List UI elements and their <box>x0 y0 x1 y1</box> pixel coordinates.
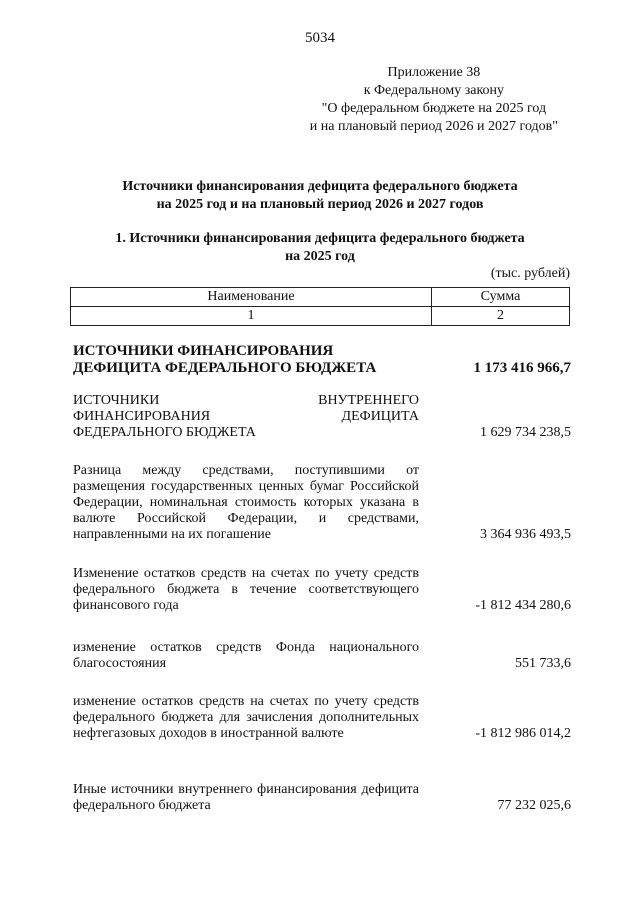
table-row <box>73 782 571 814</box>
row-label-line: ИСТОЧНИКИ ФИНАНСИРОВАНИЯ <box>73 343 334 359</box>
header-amount: Сумма <box>432 288 570 307</box>
appendix-line-3: "О федеральном бюджете на 2025 год <box>321 101 547 116</box>
column-number-2: 2 <box>432 307 570 326</box>
header-name: Наименование <box>71 288 432 307</box>
row-label-line: ФЕДЕРАЛЬНОГО БЮДЖЕТА <box>73 425 256 440</box>
row-label: Разница между средствами, поступившими от размещения государственных ценных бумаг Российской Федерации, номинальная стоимость которых указана в валюте Российской Федерации, и средствами, направленными на их погашение <box>73 463 419 542</box>
row-label: изменение остатков средств на счетах по учету средств федерального бюджета для зачисления дополнительных нефтегазовых доходов в иностранной валюте <box>73 694 419 741</box>
row-amount: -1 812 434 280,6 <box>475 598 571 613</box>
row-label <box>73 393 419 441</box>
row-amount: 1 173 416 966,7 <box>473 360 571 376</box>
row-amount: 1 629 734 238,5 <box>480 425 571 440</box>
row-label <box>73 343 433 377</box>
document-title-line-2: на 2025 год и на плановый период 2026 и 2027 годов <box>156 197 484 212</box>
row-amount: 77 232 025,6 <box>497 798 571 813</box>
table-row <box>73 393 571 441</box>
table-row <box>73 566 571 614</box>
section-title-line-2: на 2025 год <box>285 249 355 264</box>
table-header <box>70 287 570 326</box>
document-title <box>60 178 580 214</box>
row-label: Изменение остатков средств на счетах по учету средств федерального бюджета в течение соответствующего финансового года <box>73 566 419 613</box>
row-label-line: ФИНАНСИРОВАНИЯ ДЕФИЦИТА <box>73 409 419 424</box>
row-amount: 3 364 936 493,5 <box>480 527 571 542</box>
section-title-line-1: 1. Источники финансирования дефицита федерального бюджета <box>115 231 525 246</box>
appendix-line-1: Приложение 38 <box>387 65 481 80</box>
row-amount: 551 733,6 <box>515 656 571 671</box>
units-note: (тыс. рублей) <box>490 266 570 281</box>
row-label: Иные источники внутреннего финансирования дефицита федерального бюджета <box>73 782 419 813</box>
appendix-line-4: и на плановый период 2026 и 2027 годов" <box>309 119 558 134</box>
page-number: 5034 <box>305 30 335 46</box>
row-amount: -1 812 986 014,2 <box>475 726 571 741</box>
row-label: изменение остатков средств Фонда национального благосостояния <box>73 640 419 671</box>
section-title <box>60 230 580 266</box>
header-row <box>71 288 570 307</box>
document-title-line-1: Источники финансирования дефицита федерального бюджета <box>122 179 518 194</box>
table-row <box>73 463 571 543</box>
table-row <box>73 694 571 742</box>
column-number-1: 1 <box>71 307 432 326</box>
appendix-reference <box>310 64 558 136</box>
appendix-line-2: к Федеральному закону <box>363 83 505 98</box>
table-row <box>73 343 571 377</box>
row-label-line: ИСТОЧНИКИ ВНУТРЕННЕГО <box>73 393 419 408</box>
column-number-row <box>71 307 570 326</box>
table-row <box>73 640 571 672</box>
row-label-line: ДЕФИЦИТА ФЕДЕРАЛЬНОГО БЮДЖЕТА <box>73 360 377 376</box>
